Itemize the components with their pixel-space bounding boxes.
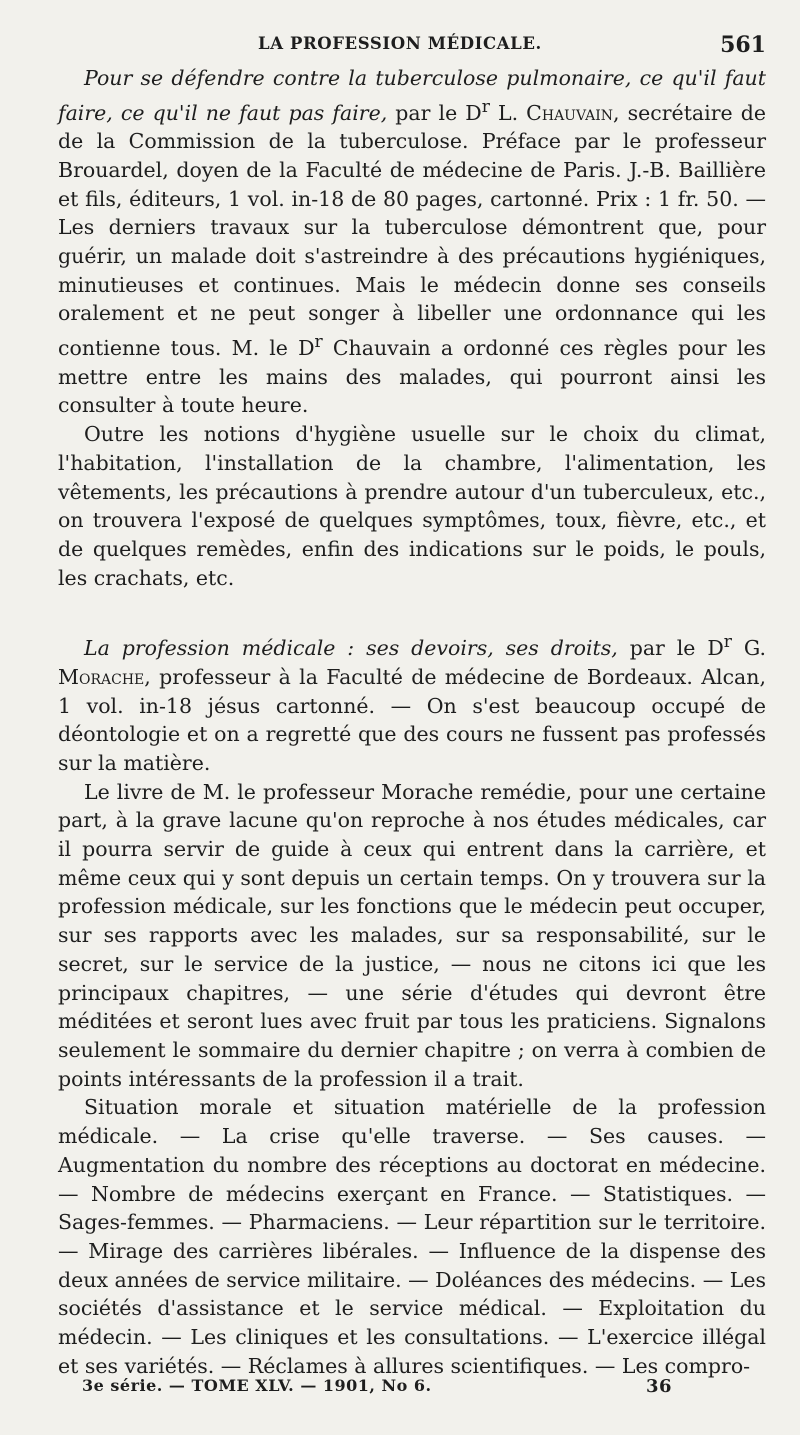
page-header — [58, 30, 766, 64]
footer-signature: 3e série. — TOME XLV. — 1901, No 6. — [82, 1376, 432, 1395]
review-1-text-2: Chauvain a ordonné ces règles pour les mettre entre les mains des malades, qui pourront ainsi les consulter à toute heure. — [58, 335, 766, 418]
review-1-title: Pour se défendre contre la tuberculose pulmonaire, ce qu'il faut faire, ce qu'il ne faut pas faire, — [58, 66, 766, 125]
review-2-text: , professeur à la Faculté de médecine de Bordeaux. Alcan, 1 vol. in-18 jésus cartonné. — On s'est beaucoup occupé de déontologie et on a regretté que des cours ne fussent pas professés sur la matière. — [58, 664, 766, 775]
review-2-author-initial: G. — [731, 636, 766, 661]
review-2-sup: r — [723, 632, 732, 653]
page-number: 561 — [720, 32, 766, 58]
footer-sheet-number: 36 — [645, 1376, 672, 1397]
review-1-sup-2: r — [314, 332, 323, 353]
review-2-paragraph-2: Le livre de M. le professeur Morache remédie, pour une certaine part, à la grave lacune qu'on reproche à nos études médicales, car il pourra servir de guide à ceux qui entrent dans la carrière, et même ceux qui y sont depuis un certain temps. On y trouvera sur la profession médicale, sur les fonctions que le médecin peut occuper, sur ses rapports avec les malades, sur sa responsabilité, sur le secret, sur le service de la justice, — nous ne citons ici que les principaux chapitres, — une série d'études qui devront être méditées et seront lues avec fruit par tous les praticiens. Signalons seulement le sommaire du dernier chapitre ; on verra à combien de points intéressants de la profession il a trait. — [58, 779, 766, 1091]
review-1-sup: r — [481, 96, 490, 117]
review-1-paragraph-2: Outre les notions d'hygiène usuelle sur le choix du climat, l'habitation, l'installation de la chambre, l'alimentation, les vêtements, les précautions à prendre autour d'un tuberculeux, etc., on trouvera l'exposé de quelques symptômes, toux, fièvre, etc., et de quelques remèdes, enfin des indications sur le poids, le pouls, les crachats, etc. — [58, 422, 766, 590]
running-title: LA PROFESSION MÉDICALE. — [258, 34, 542, 53]
review-1-author: Chauvain — [526, 100, 614, 125]
page-body — [58, 64, 766, 1380]
review-2-paragraph-3: Situation morale et situation matérielle de la profession médicale. — La crise qu'elle traverse. — Ses causes. — Augmentation du nombre des réceptions au doctorat en médecine. — Nombre de médecins exerçant en France. — Statistiques. — Sages-femmes. — Pharmaciens. — Leur répartition sur le territoire. — Mirage des carrières libérales. — Influence de la dispense des deux années de service militaire. — Doléances des médecins. — Les sociétés d'assistance et le service médical. — Exploitation du médecin. — Les cliniques et les consultations. — L'exercice illégal et ses variétés. — Réclames à allures scientifiques. — Les compro- — [58, 1095, 766, 1378]
review-1-text: , secrétaire de de la Commission de la tuberculose. Préface par le professeur Brouardel, doyen de la Faculté de médecine de Paris. J.-B. Baillière et fils, éditeurs, 1 vol. in-18 de 80 pages, cartonné. Prix : 1 fr. 50. — Les derniers travaux sur la tuberculose démontrent que, pour guérir, un malade doit s'astreindre à des précautions hygiéniques, minutieuses et continues. Mais le médecin donne ses conseils oralement et ne peut songer à libeller une ordonnance qui les contienne tous. M. le D — [58, 100, 766, 360]
review-2-author: Morache — [58, 664, 145, 689]
review-1-paragraph-1 — [58, 64, 766, 420]
page — [58, 30, 766, 1380]
review-1-author-initial: L. — [489, 100, 527, 125]
review-2-title: La profession médicale : ses devoirs, ses droits, — [84, 636, 618, 661]
review-2-paragraph-1 — [58, 628, 766, 777]
review-1-by: par le D — [387, 100, 482, 125]
review-2-by: par le D — [617, 636, 724, 661]
